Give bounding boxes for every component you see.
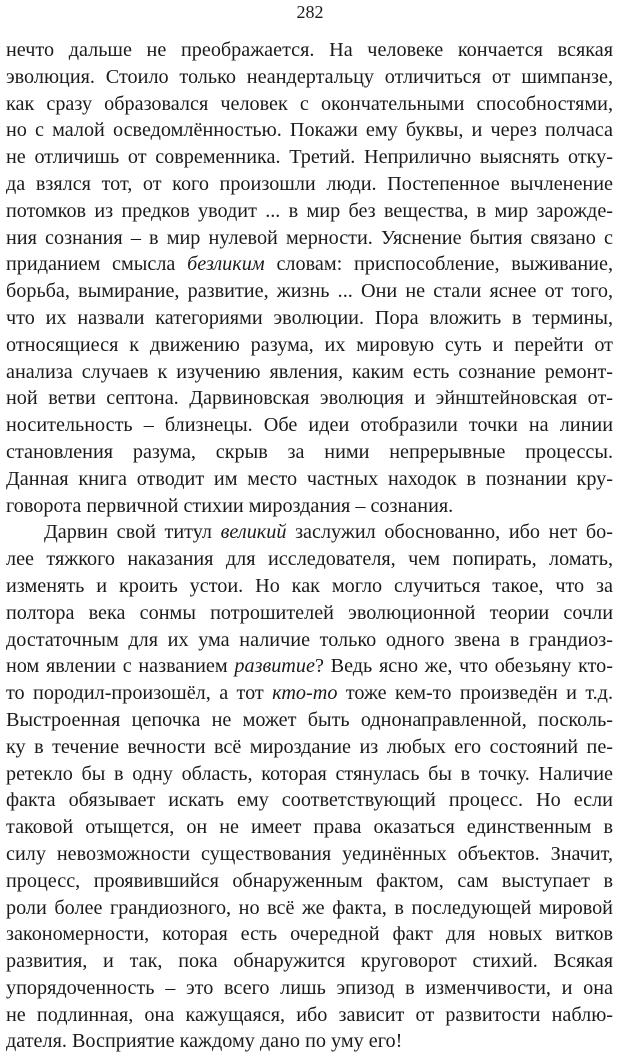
italic-word: развитие	[234, 655, 315, 678]
text-line: Выстроенная цепочка не может быть однонаправленной, посколь-	[6, 708, 613, 731]
text-line: ном явлении с названием развитие? Ведь ясно же, что обезьяну кто-	[6, 655, 613, 678]
text-line: приданием смысла безликим словам: приспособление, выживание,	[6, 253, 613, 276]
page-number: 282	[296, 2, 324, 22]
text-line: то породил-произошёл, а тот кто-то тоже кем-то произведён и т.д.	[6, 682, 614, 705]
text-line: лее тяжкого наказания для исследователя, чем попирать, ломать,	[6, 548, 613, 571]
text-line: относящиеся к движению разума, их мировую суть и перейти от	[6, 333, 613, 356]
text-line: силу невозможности существования уединённых объектов. Значит,	[6, 842, 613, 865]
text-line: ку в течение вечности всё мироздание из любых его состояний пе-	[6, 735, 613, 758]
paragraph	[6, 37, 613, 519]
body-text	[6, 37, 613, 1055]
text-line: факта обязывает искать ему соответствующий процесс. Но если	[6, 789, 613, 812]
text-line: закономерности, которая есть очередной факт для новых витков	[6, 923, 613, 946]
text-line: процесс, проявившийся обнаруженным фактом, сам выступает в	[6, 869, 613, 892]
text-line: да взялся тот, от кого произошли люди. Постепенное вычленение	[6, 172, 613, 195]
italic-word: кто-то	[272, 682, 338, 705]
text-line: таковой отыщется, он не имеет права оказаться единственным в	[6, 816, 613, 839]
text-line: не отличишь от современника. Третий. Неприлично выяснять отку-	[6, 146, 613, 169]
italic-word: безликим	[187, 253, 265, 276]
text-line: ретекло бы в одну область, которая стянулась бы в точку. Наличие	[6, 762, 613, 785]
text-line: становления разума, скрыв за ними непрерывные процессы.	[6, 440, 613, 463]
text-line: ной ветви септона. Дарвиновская эволюция и эйнштейновская от-	[6, 387, 613, 410]
text-line: потомков из предков уводит ... в мир без вещества, в мир зарожде-	[6, 199, 613, 222]
text-line: но с малой осведомлённостью. Покажи ему буквы, и через полчаса	[6, 119, 613, 142]
text-line: носительность – близнецы. Обе идеи отобразили точки на линии	[6, 414, 613, 437]
text-line: роли более грандиозного, но всё же факта, в последующей мировой	[6, 896, 613, 919]
text-line: изменять и кроить устои. Но как могло случиться такое, что за	[6, 574, 613, 597]
text-line: упорядоченность – это всего лишь эпизод в изменчивости, и она	[6, 976, 613, 999]
text-line: Данная книга отводит им место частных находок в познании кру-	[6, 467, 613, 490]
text-line: развития, и так, пока обнаружится круговорот стихий. Всякая	[6, 950, 613, 973]
text-line: Дарвин свой титул великий заслужил обоснованно, ибо нет бо-	[44, 521, 613, 544]
text-line: говорота первичной стихии мироздания – сознания.	[6, 494, 454, 517]
text-line: что их назвали категориями эволюции. Пора вложить в термины,	[6, 306, 613, 329]
text-line: достаточным для их ума наличие только одного звена в грандиоз-	[6, 628, 613, 651]
text-line: эволюция. Стоило только неандертальцу отличиться от шимпанзе,	[6, 65, 613, 88]
text-line: дателя. Восприятие каждому дано по уму его!	[6, 1030, 403, 1053]
italic-word: великий	[220, 521, 287, 544]
paragraph	[6, 519, 613, 1055]
text-line: анализа случаев к изучению явления, каким есть сознание ремонт-	[6, 360, 613, 383]
text-line: нечто дальше не преображается. На человеке кончается всякая	[6, 39, 613, 61]
text-line: ния сознания – в мир нулевой мерности. Уяснение бытия связано с	[6, 226, 613, 249]
text-line: как сразу образовался человек с окончательными способностями,	[6, 92, 613, 115]
text-line: полтора века сонмы потрошителей эволюционной теории сочли	[6, 601, 613, 624]
text-line: не подлинная, она кажущаяся, ибо зависит от развитости наблю-	[6, 1003, 613, 1026]
text-line: борьба, вымирание, развитие, жизнь ... Они не стали яснее от того,	[6, 280, 613, 303]
